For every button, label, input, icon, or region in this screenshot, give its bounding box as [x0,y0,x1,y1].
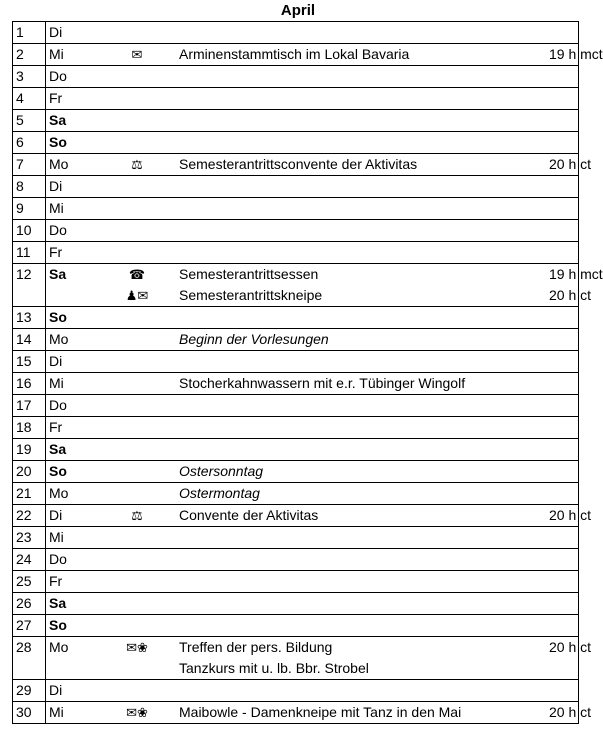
day-row [13,395,579,417]
weekday: So [46,461,98,483]
event-title [177,132,547,154]
event-symbol-icon: ♟✉ [125,288,149,303]
weekday: Di [46,505,98,527]
day-number: 24 [13,549,46,571]
event-icons [97,88,177,110]
event-icons [97,439,177,461]
weekday: Di [46,176,98,198]
day-number: 12 [13,264,46,286]
event-title: Beginn der Vorlesungen [177,329,547,351]
weekday: Di [46,680,98,702]
event-time: 20 h ct [547,154,579,176]
event-title [177,439,547,461]
weekday [46,658,98,680]
day-row [13,373,579,395]
event-time [547,176,579,198]
weekday: Mo [46,483,98,505]
event-icons [97,461,177,483]
event-title [177,351,547,373]
weekday: Fr [46,417,98,439]
event-time [547,593,579,615]
event-title [177,176,547,198]
event-time [547,680,579,702]
day-number: 7 [13,154,46,176]
event-title: Tanzkurs mit u. lb. Bbr. Strobel [177,658,547,680]
event-title [177,22,547,44]
day-number: 22 [13,505,46,527]
event-title [177,593,547,615]
day-number: 16 [13,373,46,395]
day-row [13,307,579,329]
day-number: 28 [13,637,46,659]
day-row [13,154,579,176]
day-row [13,439,579,461]
event-time [547,483,579,505]
day-number [13,658,46,680]
weekday: Mi [46,527,98,549]
event-title: Ostermontag [177,483,547,505]
event-time [547,198,579,220]
event-time [547,527,579,549]
weekday: Mo [46,637,98,659]
event-icons [97,527,177,549]
day-number: 15 [13,351,46,373]
day-number: 11 [13,242,46,264]
day-row [13,66,579,88]
event-symbol-icon: ☎ [128,267,146,282]
weekday: So [46,615,98,637]
event-icons [97,44,177,66]
weekday: So [46,307,98,329]
event-title: Semesterantrittsessen [177,264,547,286]
day-number: 6 [13,132,46,154]
event-icons [97,702,177,724]
weekday: Sa [46,110,98,132]
event-icons [97,658,177,680]
day-row [13,264,579,286]
event-time [547,461,579,483]
event-title [177,220,547,242]
event-icons [97,373,177,395]
event-title [177,417,547,439]
event-time: 20 h ct [547,637,579,659]
weekday: Mi [46,702,98,724]
weekday: Fr [46,88,98,110]
event-time: 20 h ct [547,505,579,527]
event-title: Maibowle - Damenkneipe mit Tanz in den Mai [177,702,547,724]
event-symbol-icon: ✉ [131,47,143,62]
weekday: Mo [46,154,98,176]
event-icons [97,154,177,176]
day-number: 10 [13,220,46,242]
day-row [13,483,579,505]
event-time [547,329,579,351]
day-number: 13 [13,307,46,329]
event-title [177,242,547,264]
day-row [13,198,579,220]
day-number: 2 [13,44,46,66]
event-title: Semesterantrittskneipe [177,285,547,307]
weekday: Sa [46,264,98,286]
day-row [13,680,579,702]
day-row [13,593,579,615]
weekday: Di [46,22,98,44]
event-icons [97,285,177,307]
event-time [547,395,579,417]
day-number: 18 [13,417,46,439]
event-title [177,88,547,110]
weekday: Sa [46,593,98,615]
day-row [13,22,579,44]
event-icons [97,571,177,593]
weekday: Do [46,66,98,88]
event-time [547,417,579,439]
weekday: Do [46,395,98,417]
event-time [547,132,579,154]
event-icons [97,417,177,439]
day-number: 4 [13,88,46,110]
event-icons [97,505,177,527]
day-row [13,637,579,659]
event-symbol-icon: ⚖ [131,508,143,523]
event-icons [97,176,177,198]
weekday: Do [46,549,98,571]
event-time: 20 h ct [547,285,579,307]
event-time [547,658,579,680]
event-title: Treffen der pers. Bildung [177,637,547,659]
event-icons [97,637,177,659]
event-icons [97,351,177,373]
day-number: 5 [13,110,46,132]
day-row [13,351,579,373]
day-number: 17 [13,395,46,417]
event-title: Arminenstammtisch im Lokal Bavaria [177,44,547,66]
event-title: Stocherkahnwassern mit e.r. Tübinger Wingolf [177,373,547,395]
event-time [547,549,579,571]
day-number: 23 [13,527,46,549]
event-time [547,88,579,110]
event-icons [97,615,177,637]
day-number: 29 [13,680,46,702]
weekday: Sa [46,439,98,461]
event-icons [97,593,177,615]
day-number: 9 [13,198,46,220]
day-number [13,285,46,307]
event-icons [97,22,177,44]
event-time [547,66,579,88]
event-icons [97,483,177,505]
day-row [13,417,579,439]
day-number: 8 [13,176,46,198]
event-icons [97,198,177,220]
weekday: Fr [46,242,98,264]
event-title [177,395,547,417]
day-row [13,505,579,527]
event-symbol-icon: ✉❀ [126,640,148,655]
event-time: 19 h mct [547,264,579,286]
weekday: Do [46,220,98,242]
day-row [13,176,579,198]
day-row [13,220,579,242]
day-row [13,615,579,637]
event-icons [97,680,177,702]
event-time: 20 h ct [547,702,579,724]
weekday: Mi [46,198,98,220]
weekday: Mi [46,44,98,66]
event-time [547,220,579,242]
event-time [547,307,579,329]
weekday [46,285,98,307]
day-number: 3 [13,66,46,88]
event-icons [97,264,177,286]
day-number: 30 [13,702,46,724]
event-time [547,373,579,395]
weekday: Mo [46,329,98,351]
day-number: 25 [13,571,46,593]
weekday: Di [46,351,98,373]
event-time [547,110,579,132]
day-number: 1 [13,22,46,44]
day-row-continuation [13,285,579,307]
day-row [13,571,579,593]
weekday: Fr [46,571,98,593]
day-row [13,88,579,110]
event-icons [97,549,177,571]
event-icons [97,110,177,132]
event-title [177,527,547,549]
event-icons [97,329,177,351]
day-row [13,110,579,132]
weekday: So [46,132,98,154]
event-time [547,439,579,461]
event-icons [97,66,177,88]
day-number: 19 [13,439,46,461]
event-symbol-icon: ✉❀ [126,705,148,720]
day-row-continuation [13,658,579,680]
day-number: 20 [13,461,46,483]
event-time [547,615,579,637]
event-icons [97,242,177,264]
day-row [13,461,579,483]
day-row [13,132,579,154]
event-time [547,22,579,44]
event-title [177,66,547,88]
day-number: 14 [13,329,46,351]
day-row [13,702,579,724]
event-icons [97,307,177,329]
event-title: Semesterantrittsconvente der Aktivitas [177,154,547,176]
day-number: 27 [13,615,46,637]
event-title [177,615,547,637]
event-time [547,351,579,373]
event-title [177,110,547,132]
event-time [547,242,579,264]
event-icons [97,220,177,242]
event-title [177,571,547,593]
day-row [13,527,579,549]
event-title: Convente der Aktivitas [177,505,547,527]
day-number: 21 [13,483,46,505]
day-row [13,242,579,264]
event-title [177,680,547,702]
weekday: Mi [46,373,98,395]
day-row [13,44,579,66]
event-title: Ostersonntag [177,461,547,483]
event-symbol-icon: ⚖ [131,157,143,172]
day-row [13,549,579,571]
event-icons [97,132,177,154]
event-title [177,307,547,329]
month-title: April [280,2,316,19]
event-icons [97,395,177,417]
event-title [177,198,547,220]
event-title [177,549,547,571]
calendar-table [12,21,603,724]
day-row [13,329,579,351]
event-time: 19 h mct [547,44,579,66]
event-time [547,571,579,593]
day-number: 26 [13,593,46,615]
